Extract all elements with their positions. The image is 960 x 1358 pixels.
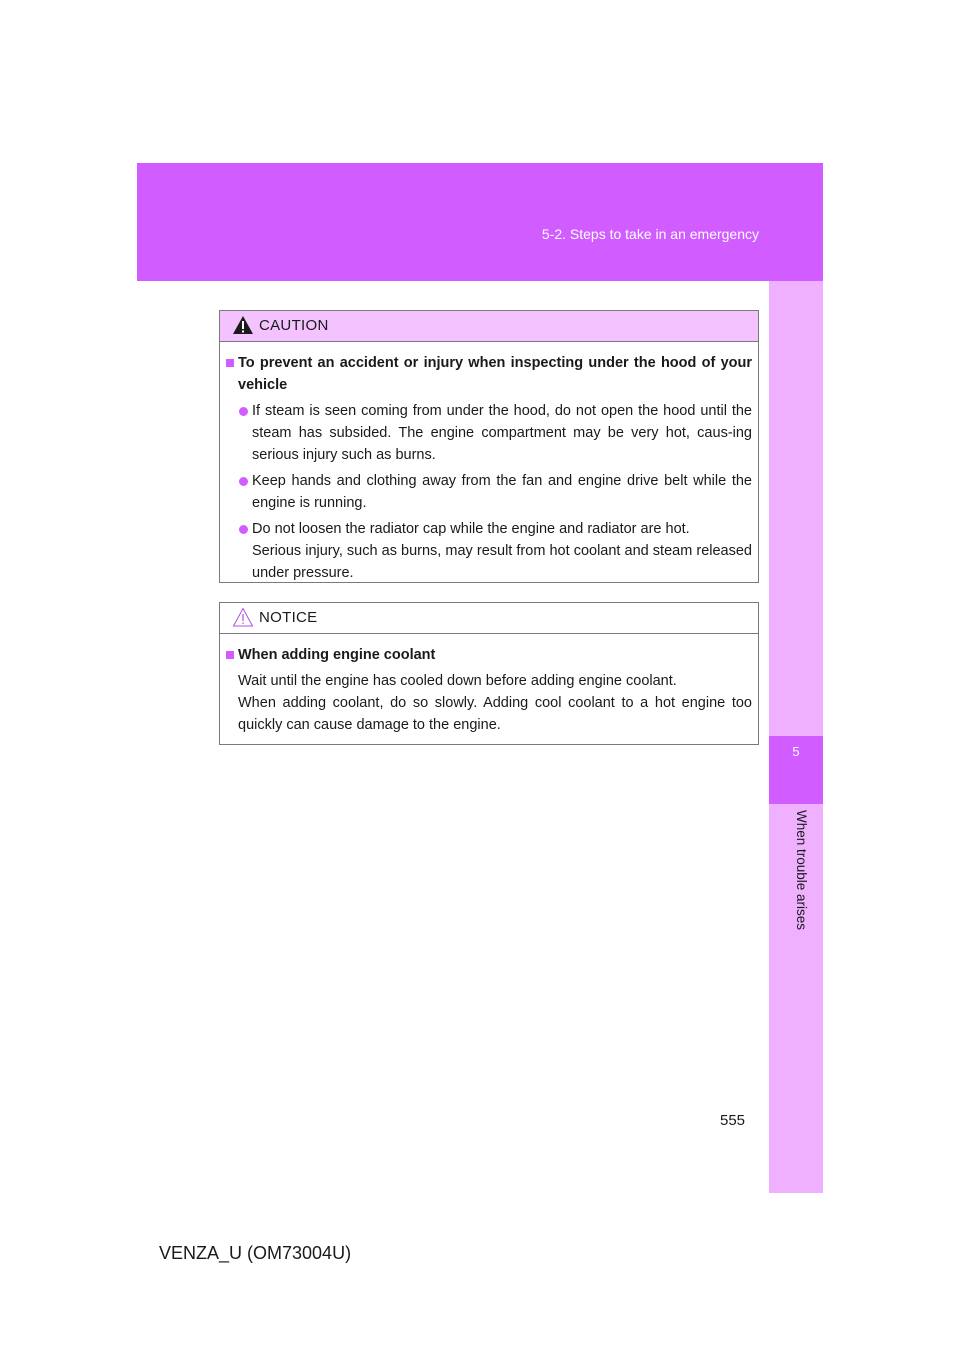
document-code: VENZA_U (OM73004U) bbox=[159, 1243, 352, 1263]
notice-text: Wait until the engine has cooled down before adding engine coolant. bbox=[238, 673, 677, 689]
notice-heading: When adding engine coolant bbox=[226, 644, 752, 666]
caution-title: CAUTION bbox=[259, 317, 329, 334]
section-title: 5-2. Steps to take in an emergency bbox=[541, 226, 759, 242]
circle-bullet-icon bbox=[239, 407, 248, 416]
circle-bullet-icon bbox=[239, 525, 248, 534]
caution-box bbox=[219, 310, 759, 583]
caution-continuation: Serious injury, such as burns, may result from hot coolant and steam released under pressure. bbox=[252, 543, 752, 581]
chapter-block bbox=[769, 736, 823, 804]
square-bullet-icon bbox=[226, 359, 234, 367]
notice-text: When adding coolant, do so slowly. Adding cool coolant to a hot engine too quickly can cause damage to the engine. bbox=[238, 695, 752, 733]
header-band bbox=[137, 163, 823, 281]
notice-box bbox=[219, 602, 759, 745]
chapter-number: 5 bbox=[792, 744, 800, 759]
caution-bullet: Do not loosen the radiator cap while the engine and radiator are hot. bbox=[226, 518, 752, 540]
caution-header bbox=[220, 311, 758, 342]
warning-outline-icon bbox=[232, 607, 254, 627]
warning-icon bbox=[232, 315, 254, 335]
notice-title: NOTICE bbox=[259, 609, 318, 626]
caution-heading: To prevent an accident or injury when inspecting under the hood of your vehicle bbox=[226, 352, 752, 396]
circle-bullet-icon bbox=[239, 477, 248, 486]
page-number: 555 bbox=[720, 1112, 746, 1129]
chapter-side-tab bbox=[769, 281, 823, 1193]
notice-header bbox=[220, 603, 758, 634]
caution-bullet: If steam is seen coming from under the hood, do not open the hood until the steam has subsided. The engine compartment may be very hot, caus-ing serious injury such as burns. bbox=[226, 400, 752, 466]
caution-bullet: Keep hands and clothing away from the fan and engine drive belt while the engine is running. bbox=[226, 470, 752, 514]
chapter-label: When trouble arises bbox=[794, 810, 809, 931]
square-bullet-icon bbox=[226, 651, 234, 659]
